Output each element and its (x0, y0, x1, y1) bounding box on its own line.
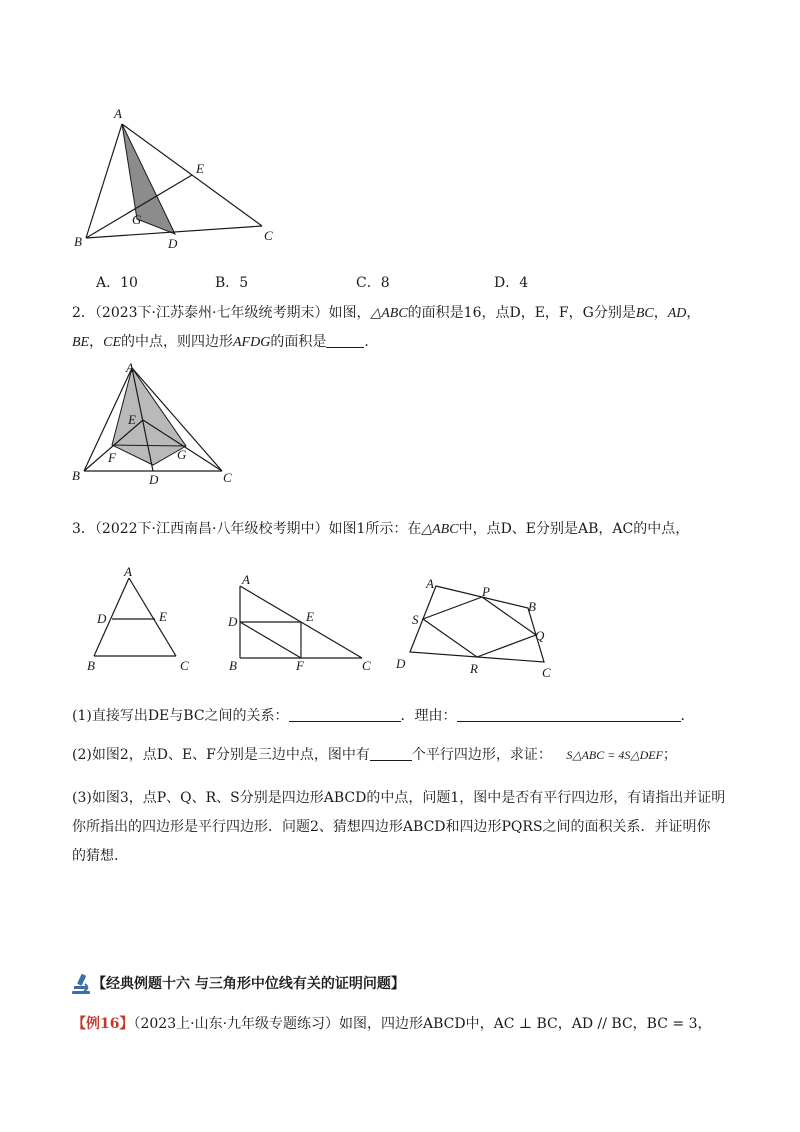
question-3-intro: 3．（2022下·江西南昌·八年级校考期中）如图1所示：在△ABC中，点D、E分别是AB，AC的中点， (72, 521, 690, 537)
choice-d[interactable]: D．4 (494, 275, 529, 291)
label-G: G (177, 447, 187, 462)
example-tag: 【例16】 (72, 1016, 134, 1032)
label-D: D (168, 236, 178, 251)
label-E: E (306, 609, 314, 624)
example-16: 【例16】（2023上·山东·九年级专题练习）如图，四边形ABCD中，AC ⊥ BC，AD // BC，BC = 3， (72, 1016, 712, 1032)
label-D: D (396, 656, 406, 671)
question-3-part-1: (1)直接写出DE与BC之间的关系： ．理由： ． (72, 708, 695, 724)
figure-3-1 (84, 564, 194, 674)
question-3-part-2: (2)如图2，点D、E、F分别是三边中点，图中有 个平行四边形，求证： S△ABC = 4S△DEF； (72, 747, 677, 763)
choice-c[interactable]: C．8 (356, 275, 390, 291)
question-2-line-1: 2．（2023下·江苏泰州·七年级统考期末）如图，△ABC的面积是16，点D，E，F，G分别是BC，AD， (72, 305, 701, 321)
choice-a[interactable]: A．10 (96, 275, 138, 291)
label-B: B (87, 658, 95, 673)
area-formula: S△ABC = 4S△DEF (566, 748, 663, 762)
figure-2 (70, 358, 250, 488)
label-C: C (223, 470, 232, 485)
label-B: B (528, 599, 536, 614)
label-E: E (196, 161, 204, 176)
shaded-triangle (122, 124, 175, 234)
section-title: 【经典例题十六 与三角形中位线有关的证明问题】 (92, 976, 405, 992)
question-3-part-3-line-3: 的猜想． (72, 848, 128, 864)
label-A: A (242, 572, 250, 587)
label-B: B (74, 234, 82, 249)
microscope-icon (71, 972, 91, 996)
question-3-part-3-line-2: 你所指出的四边形是平行四边形．问题2、猜想四边形ABCD和四边形PQRS之间的面积关系．并证明你 (72, 819, 711, 835)
label-D: D (97, 611, 107, 626)
label-C: C (180, 658, 189, 673)
label-C: C (542, 665, 551, 680)
choice-b[interactable]: B．5 (215, 275, 249, 291)
answer-blank[interactable] (326, 333, 364, 348)
label-A: A (124, 564, 132, 579)
label-F: F (108, 450, 116, 465)
question-3-part-3-line-1: (3)如图3，点P、Q、R、S分别是四边形ABCD的中点，问题1，图中是否有平行四边形，有请指出并证明 (72, 790, 726, 806)
label-C: C (264, 228, 273, 243)
answer-blank-1[interactable] (289, 707, 401, 722)
label-D: D (149, 472, 159, 487)
label-B: B (229, 658, 237, 673)
label-E: E (128, 412, 136, 427)
figure-3-2 (226, 572, 376, 676)
figure-3-3 (392, 574, 562, 680)
label-G: G (132, 212, 142, 227)
figure-1 (70, 100, 290, 260)
label-E: E (159, 609, 167, 624)
label-S: S (412, 612, 419, 627)
label-A: A (126, 360, 134, 375)
answer-blank-2[interactable] (457, 707, 681, 722)
answer-blank-3[interactable] (370, 746, 412, 761)
label-A: A (114, 106, 122, 121)
label-Q: Q (535, 628, 545, 643)
label-A: A (426, 576, 434, 591)
label-P: P (482, 584, 490, 599)
label-F: F (296, 658, 304, 673)
label-R: R (470, 661, 478, 676)
question-2-line-2: BE，CE的中点，则四边形AFDG的面积是 ． (72, 334, 379, 350)
label-B: B (72, 468, 80, 483)
label-C: C (362, 658, 371, 673)
label-D: D (228, 614, 238, 629)
